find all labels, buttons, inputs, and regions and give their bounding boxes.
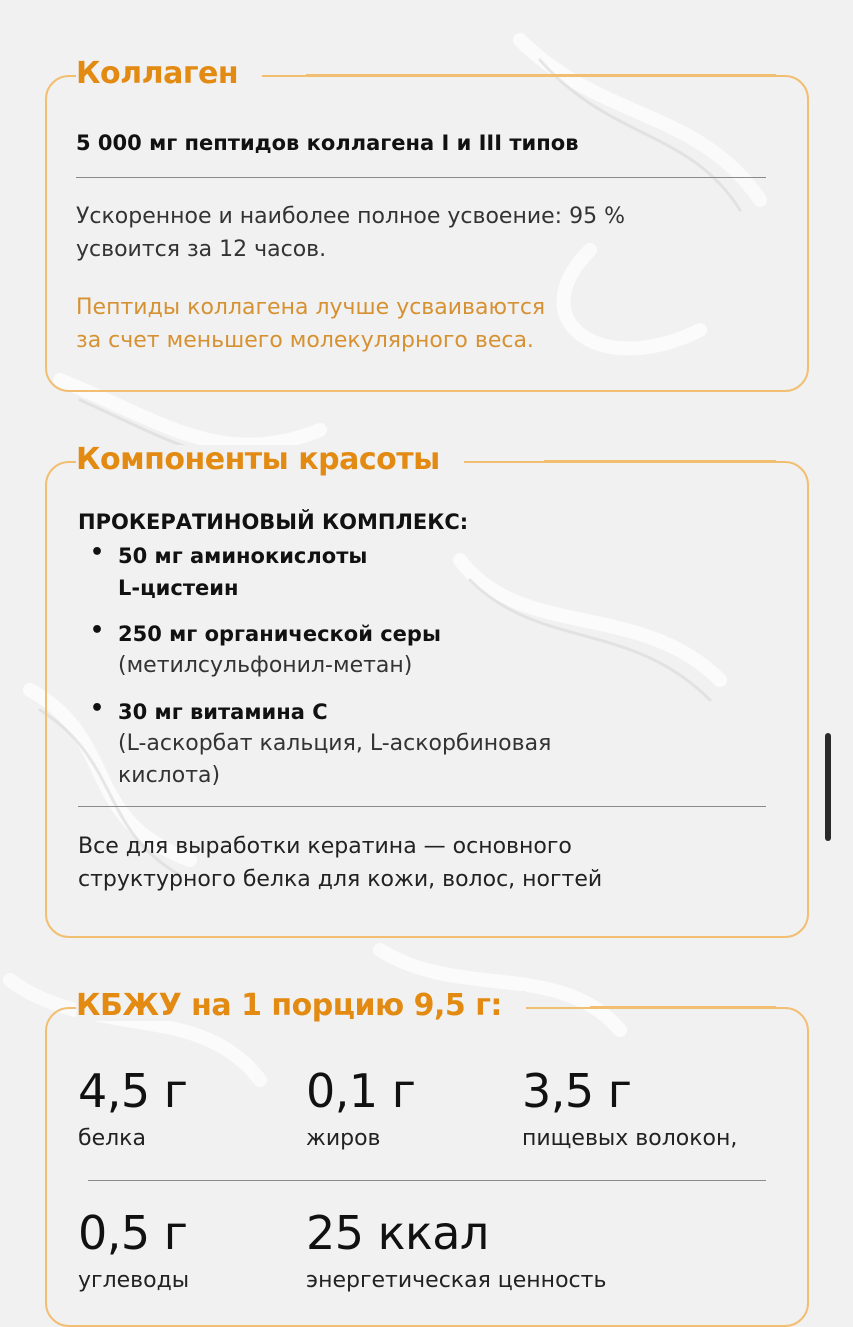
list-item bbox=[78, 618, 758, 682]
list-item-strong: • 50 мг аминокислоты bbox=[118, 544, 368, 568]
nutrition-label: жиров bbox=[306, 1126, 381, 1151]
nutrition-value: 25 ккал bbox=[306, 1206, 489, 1260]
beauty-footer bbox=[78, 830, 602, 896]
collagen-accent bbox=[76, 291, 545, 357]
beauty-title-line bbox=[544, 460, 776, 462]
nutrition-value: 0,5 г bbox=[78, 1206, 188, 1260]
list-item-strong-2: L-цистеин bbox=[118, 576, 239, 600]
beauty-divider bbox=[78, 806, 766, 807]
list-item-sub-2: кислота) bbox=[118, 763, 221, 788]
list-item-strong: • 250 мг органической серы bbox=[118, 622, 441, 646]
nutrition-value: 3,5 г bbox=[522, 1064, 632, 1118]
nutrition-label: белка bbox=[78, 1126, 146, 1151]
collagen-headline: 5 000 мг пептидов коллагена I и III типов bbox=[76, 131, 579, 155]
complex-list bbox=[78, 540, 758, 806]
collagen-body-line1: Ускоренное и наиболее полное усвоение: 95 % bbox=[76, 204, 625, 229]
scrollbar-thumb[interactable] bbox=[825, 733, 831, 841]
nutrition-value: 0,1 г bbox=[306, 1064, 416, 1118]
nutrition-label: энергетическая ценность bbox=[306, 1268, 607, 1293]
list-item-strong: • 30 мг витамина С bbox=[118, 700, 328, 724]
collagen-title: Коллаген bbox=[76, 59, 262, 89]
list-item-sub: (L-аскорбат кальция, L-аскорбиновая bbox=[118, 731, 552, 756]
nutrition-label: углеводы bbox=[78, 1268, 190, 1293]
beauty-footer-line2: структурного белка для кожи, волос, ногтей bbox=[78, 867, 603, 892]
collagen-body bbox=[76, 200, 625, 266]
nutrition-value: 4,5 г bbox=[78, 1064, 188, 1118]
collagen-divider bbox=[76, 177, 766, 178]
collagen-body-line2: усвоится за 12 часов. bbox=[76, 237, 327, 262]
nutrition-divider bbox=[88, 1180, 766, 1181]
beauty-title: Компоненты красоты bbox=[76, 445, 464, 475]
nutrition-fat bbox=[306, 1064, 416, 1151]
complex-title: ПРОКЕРАТИНОВЫЙ КОМПЛЕКС: bbox=[78, 510, 469, 534]
nutrition-title: КБЖУ на 1 порцию 9,5 г: bbox=[76, 991, 526, 1021]
collagen-accent-line2: за счет меньшего молекулярного веса. bbox=[76, 328, 534, 353]
list-item bbox=[78, 696, 758, 792]
beauty-footer-line1: Все для выработки кератина — основного bbox=[78, 834, 572, 859]
nutrition-title-line bbox=[590, 1006, 776, 1008]
nutrition-label: пищевых волокон, bbox=[522, 1126, 738, 1151]
collagen-title-line bbox=[306, 74, 776, 76]
list-item bbox=[78, 540, 758, 604]
nutrition-protein bbox=[78, 1064, 188, 1151]
list-item-sub: (метилсульфонил-метан) bbox=[118, 653, 413, 678]
nutrition-fiber bbox=[522, 1064, 738, 1151]
collagen-accent-line1: Пептиды коллагена лучше усваиваются bbox=[76, 295, 546, 320]
